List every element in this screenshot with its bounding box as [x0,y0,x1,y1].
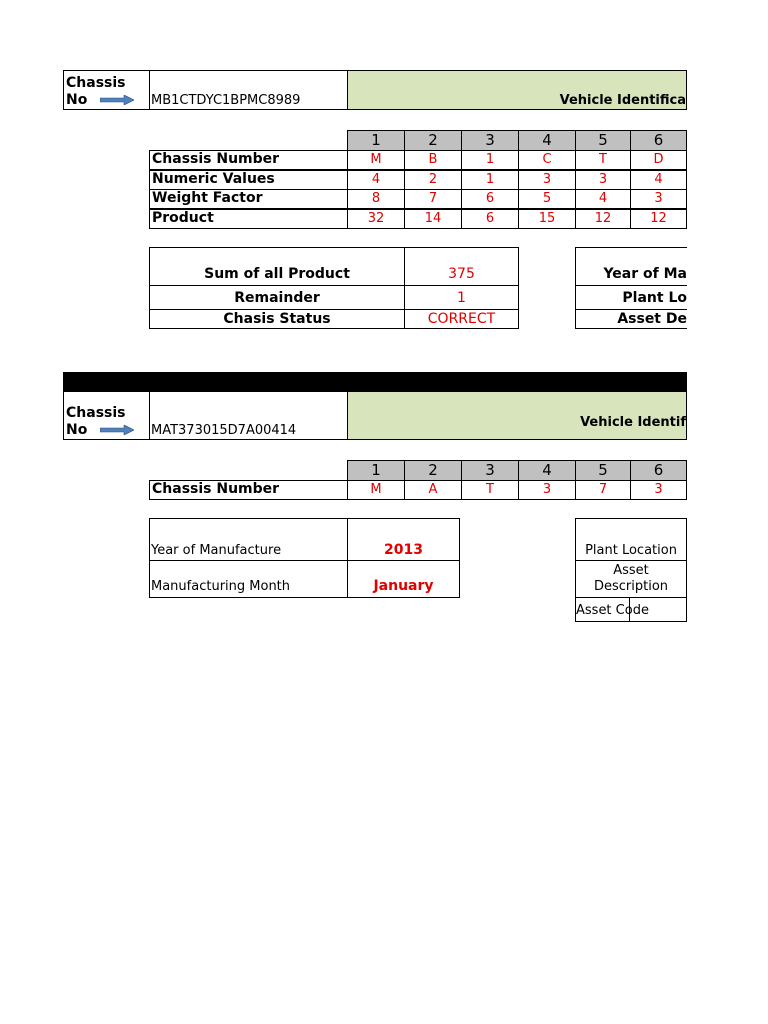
summary-label: Remainder [149,285,405,310]
row-label: Chassis Number [149,150,348,170]
year-of-manufacture-value-2: 2013 [347,518,460,561]
manufacturing-month-label-2: Manufacturing Month [149,560,348,598]
asset-desc-line1: Asset [613,563,649,578]
row-value-cell: 4 [575,189,631,209]
position-header-cell: 1 [347,460,405,481]
chassis-label-line2: No [66,422,88,438]
year-of-manufacture-label-2: Year of Manufacture [149,518,348,561]
row-value-cell: 32 [347,209,405,229]
chassis-label-1 [63,70,150,110]
section-separator [63,372,687,392]
row-value-cell: 1 [461,170,519,190]
row-value-cell: C [518,150,576,170]
row-value-cell: 3 [630,480,687,500]
position-header-cell: 3 [461,460,519,481]
row-label: Numeric Values [149,170,348,190]
chassis-number-field-2[interactable]: MAT373015D7A00414 [149,391,348,440]
chassis-label-line2-row [66,92,149,109]
row-value-cell: 8 [347,189,405,209]
row-value-cell: 6 [461,189,519,209]
year-of-manufacture-label-1: Year of Ma [575,247,687,286]
row-value-cell: 4 [347,170,405,190]
asset-code-text: Asset Code [576,603,649,618]
asset-desc-line2: Description [593,579,669,594]
position-header-cell: 4 [518,460,576,481]
row-value-cell: 3 [575,170,631,190]
row-value-cell: 7 [575,480,631,500]
row-value-cell: B [404,150,462,170]
row-value-cell: 1 [461,150,519,170]
position-header-cell: 2 [404,460,462,481]
row-value-cell: 14 [404,209,462,229]
row-value-cell: 6 [461,209,519,229]
position-header-cell: 5 [575,130,631,151]
row-label: Product [149,209,348,229]
row-value-cell: 3 [518,480,576,500]
summary-value: 375 [404,247,519,286]
chassis-number-field-1[interactable]: MB1CTDYC1BPMC8989 [149,70,348,110]
asset-description-label-2 [575,560,687,598]
row-value-cell: 2 [404,170,462,190]
row-value-cell: 7 [404,189,462,209]
right-arrow-icon [100,95,134,105]
row-value-cell: 12 [575,209,631,229]
position-header-cell: 5 [575,460,631,481]
row-value-cell: 3 [630,189,687,209]
row-value-cell: D [630,150,687,170]
manufacturing-month-value-2: January [347,560,460,598]
position-header-cell: 6 [630,460,687,481]
vehicle-identification-title-2: Vehicle Identif [347,391,687,440]
row-value-cell: 5 [518,189,576,209]
plant-location-label-1: Plant Lo [575,285,687,310]
row-value-cell: 3 [518,170,576,190]
chassis-label-line1: Chassis [66,75,126,91]
row-label: Weight Factor [149,189,348,209]
position-header-cell: 4 [518,130,576,151]
summary-label: Chasis Status [149,309,405,329]
row-value-cell: A [404,480,462,500]
summary-value: CORRECT [404,309,519,329]
row-value-cell: M [347,150,405,170]
position-header-cell: 1 [347,130,405,151]
summary-label: Sum of all Product [149,247,405,286]
row-label: Chassis Number [149,480,348,500]
row-value-cell: T [461,480,519,500]
asset-code-label-2 [575,597,649,622]
summary-value: 1 [404,285,519,310]
plant-location-label-2: Plant Location [575,518,687,561]
right-arrow-icon [100,425,134,435]
position-header-cell: 2 [404,130,462,151]
row-value-cell: 4 [630,170,687,190]
position-header-cell: 6 [630,130,687,151]
chassis-label-line2-row [66,422,149,439]
row-value-cell: M [347,480,405,500]
asset-description-label-1: Asset De [575,309,687,329]
vehicle-identification-title-1: Vehicle Identifica [347,70,687,110]
row-value-cell: 15 [518,209,576,229]
chassis-label-2 [63,391,150,440]
chassis-label-line2: No [66,92,88,108]
row-value-cell: 12 [630,209,687,229]
position-header-cell: 3 [461,130,519,151]
chassis-label-line1: Chassis [66,405,126,421]
row-value-cell: T [575,150,631,170]
